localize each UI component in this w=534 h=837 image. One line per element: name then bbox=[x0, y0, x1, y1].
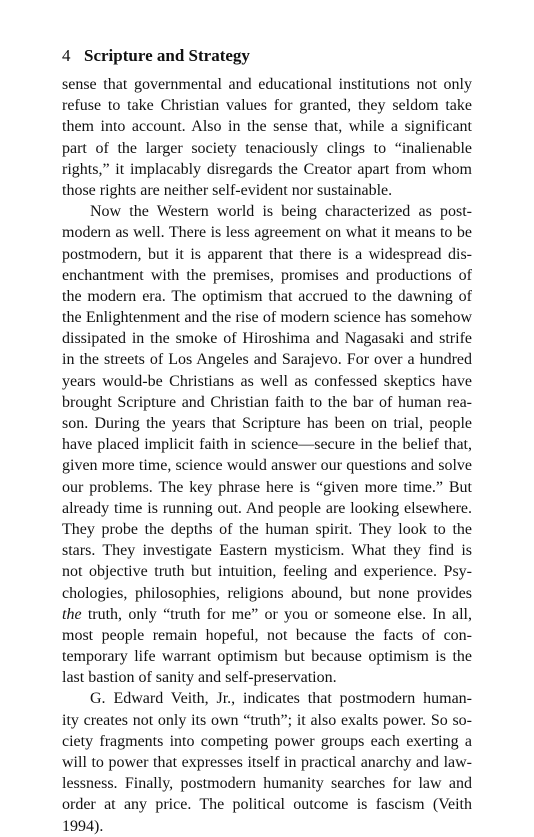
text-line: ciety fragments into competing power groups each exerting a bbox=[62, 732, 472, 750]
italic-word: the bbox=[62, 605, 82, 623]
text-line: dissipated in the smoke of Hiroshima and Nagasaki and strife bbox=[62, 330, 472, 348]
text-line: our problems. The key phrase here is “given more time.” But bbox=[62, 478, 472, 496]
text-line: rights,” it implacably disregards the Creator apart from whom bbox=[62, 160, 472, 178]
text-line: modern as well. There is less agreement on what it means to be bbox=[62, 224, 472, 242]
text-line: will to power that expresses itself in practical anarchy and law- bbox=[62, 754, 472, 771]
text-line: refuse to take Christian values for granted, they seldom take bbox=[62, 97, 472, 115]
body-text bbox=[62, 74, 472, 837]
running-title: Scripture and Strategy bbox=[84, 46, 250, 65]
page-number: 4 bbox=[62, 46, 71, 65]
text-line: temporary life warrant optimism but because optimism is the bbox=[62, 648, 472, 666]
text-line: in the streets of Los Angeles and Sarajevo. For over a hundred bbox=[62, 351, 472, 369]
text-line: They probe the depths of the human spirit. They look to the bbox=[62, 520, 472, 538]
text-line: order at any price. The political outcome is fascism (Veith bbox=[62, 796, 472, 814]
text-line: brought Scripture and Christian faith to the bar of human rea- bbox=[62, 393, 472, 411]
text-line: given more time, science would answer our questions and solve bbox=[62, 457, 472, 475]
text-line: ity creates not only its own “truth”; it also exalts power. So so- bbox=[62, 711, 472, 729]
text-line: sense that governmental and educational institutions not only bbox=[62, 76, 472, 93]
text-line: chologies, philosophies, religions abound, but none provides bbox=[62, 584, 472, 602]
text-line: postmodern, but it is apparent that there is a widespread dis- bbox=[62, 245, 472, 263]
text-line: 1994). bbox=[62, 817, 104, 835]
text-line: part of the larger society tenaciously clings to “inalienable bbox=[62, 139, 472, 157]
text-line: the modern era. The optimism that accrued to the dawning of bbox=[62, 287, 472, 305]
page-header bbox=[62, 46, 250, 66]
text-line: last bastion of sanity and self-preservation. bbox=[62, 669, 337, 687]
text-line: those rights are neither self-evident nor sustainable. bbox=[62, 181, 393, 199]
text-line: stars. They investigate Eastern mysticism. What they find is bbox=[62, 542, 472, 560]
text-line: years would-be Christians as well as confessed skeptics have bbox=[62, 372, 472, 390]
text-line: most people remain hopeful, not because the facts of con- bbox=[62, 626, 472, 644]
text-line: the Enlightenment and the rise of modern science has somehow bbox=[62, 309, 472, 327]
text-line-rest: truth, only “truth for me” or you or someone else. In all, bbox=[81, 605, 472, 623]
paragraph-first-line: Now the Western world is being characterized as post- bbox=[90, 203, 472, 221]
text-line: enchantment with the premises, promises and productions of bbox=[62, 266, 472, 284]
text-line: son. During the years that Scripture has been on trial, people bbox=[62, 415, 472, 432]
text-line: already time is running out. And people are looking elsewhere. bbox=[62, 499, 472, 517]
text-line bbox=[62, 604, 472, 625]
text-line: not objective truth but intuition, feeling and experience. Psy- bbox=[62, 563, 472, 581]
text-line: have placed implicit faith in science—secure in the belief that, bbox=[62, 436, 472, 454]
text-line: them into account. Also in the sense that, while a significant bbox=[62, 118, 472, 136]
text-line: lessness. Finally, postmodern humanity searches for law and bbox=[62, 775, 472, 793]
paragraph-first-line: G. Edward Veith, Jr., indicates that postmodern human- bbox=[90, 690, 472, 708]
